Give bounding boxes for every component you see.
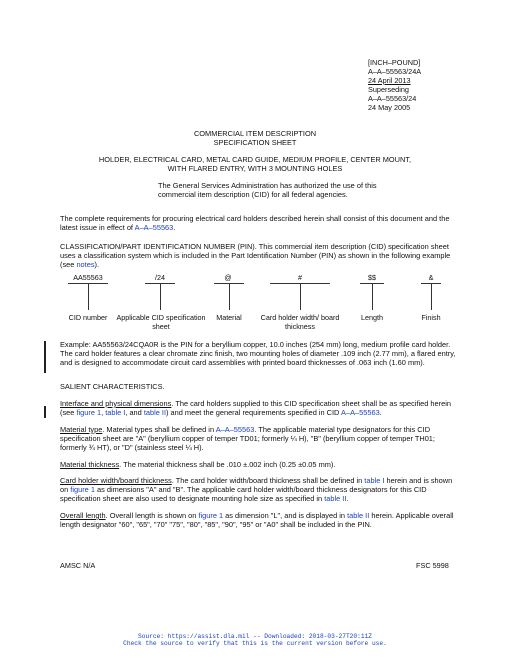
source-footer — [0, 633, 510, 648]
overall-length-paragraph — [60, 511, 458, 529]
card-holder-heading: Card holder width/board thickness — [60, 476, 172, 485]
source-download-line: Source: https://assist.dla.mil -- Downloaded: 2018-03-27T20:11Z — [138, 633, 372, 640]
authorization-line-2: commercial item description (CID) for all federal agencies. — [158, 190, 348, 200]
pin-connector-line — [160, 284, 161, 310]
overall-length-text: as dimension "L", and is displayed in — [223, 511, 348, 520]
authorization-line-1: The General Services Administration has authorized the use of this — [158, 181, 377, 190]
subject-line-1: HOLDER, ELECTRICAL CARD, METAL CARD GUIDE, MEDIUM PROFILE, CENTER MOUNT, — [98, 155, 412, 164]
source-verify-line: Check the source to verify that this is the current version before use. — [123, 640, 387, 648]
pin-label-length: Length — [361, 313, 383, 322]
inch-pound-label: [INCH–POUND] — [368, 58, 421, 67]
card-holder-text: . The card holder width/board thickness shall be defined in — [171, 476, 365, 485]
pin-diagram — [0, 270, 510, 336]
card-holder-paragraph — [60, 476, 458, 504]
table-i-link[interactable]: table I — [105, 408, 126, 418]
pin-code-cid-number: AA55563 — [73, 273, 103, 282]
title-line-1: COMMERCIAL ITEM DESCRIPTION — [193, 129, 317, 138]
a-a-55563-link[interactable]: A–A–55563 — [341, 408, 380, 418]
a-a-55563-link[interactable]: A–A–55563 — [215, 425, 255, 434]
pin-connector-line — [229, 284, 230, 310]
document-identifier-block — [368, 59, 421, 112]
interface-text: , — [101, 408, 106, 418]
pin-connector-line — [372, 284, 373, 310]
pin-label-spec-sheet: Applicable CID specification sheet — [116, 313, 206, 331]
intro-text: The complete requirements for procuring electrical card holders described herein shall consist of this document and the latest issue in effect of — [60, 214, 450, 233]
interface-heading: Interface and physical dimensions — [60, 399, 172, 408]
card-holder-text: herein and is shown on — [60, 476, 453, 495]
figure-1-link[interactable]: figure 1 — [70, 485, 95, 495]
intro-end: . — [173, 223, 176, 233]
table-i-link[interactable]: table I — [364, 476, 385, 485]
figure-1-link[interactable]: figure 1 — [198, 511, 224, 520]
subject-line-2: WITH FLARED ENTRY, WITH 3 MOUNTING HOLES — [167, 164, 343, 173]
overall-length-heading: Overall length — [60, 511, 106, 520]
interface-text: ) and meet the general requirements specified in CID — [166, 408, 342, 418]
pin-code-length: $$ — [368, 273, 376, 282]
superseding-label: Superseding — [368, 84, 409, 94]
document-subject — [0, 155, 510, 173]
pin-label-cid-number: CID number — [68, 313, 108, 322]
pin-label-material: Material — [216, 313, 242, 322]
superseded-date: 24 May 2005 — [368, 102, 411, 112]
pin-code-material: @ — [224, 273, 232, 282]
pin-code-finish: & — [428, 273, 434, 282]
table-ii-link[interactable]: table II — [347, 511, 370, 520]
document-title — [0, 129, 510, 147]
figure-1-link[interactable]: figure 1 — [76, 408, 102, 418]
pin-code-spec-sheet: /24 — [155, 273, 165, 282]
material-thickness-paragraph — [60, 460, 458, 469]
material-type-paragraph — [60, 425, 458, 453]
revision-change-bar — [44, 406, 46, 418]
classification-paragraph — [60, 242, 458, 270]
pin-label-finish: Finish — [421, 313, 441, 322]
material-thickness-text: . The material thickness shall be .010 ±.002 inch (0.25 ±0.05 mm). — [119, 460, 336, 469]
material-type-text: . Material types shall be defined in — [102, 425, 216, 434]
fsc-label: FSC 5998 — [416, 561, 449, 570]
interface-text: , and — [125, 408, 144, 418]
table-ii-link[interactable]: table II — [324, 494, 347, 504]
intro-paragraph — [60, 214, 458, 232]
pin-connector-line — [431, 284, 432, 310]
interface-text: . The card holders supplied to this CID specification sheet shall be as specified herein (see — [60, 399, 451, 418]
document-number: A–A–55563/24A — [368, 66, 422, 76]
notes-link[interactable]: notes — [76, 260, 95, 270]
superseded-document-number: A–A–55563/24 — [368, 93, 417, 103]
pin-connector-line — [88, 284, 89, 310]
document-date: 24 April 2013 — [368, 75, 411, 85]
revision-change-bar — [44, 341, 46, 373]
pin-connector-line — [300, 284, 301, 310]
authorization-statement — [158, 181, 418, 199]
material-thickness-heading: Material thickness — [60, 460, 120, 469]
overall-length-text: herein. Applicable overall length designator "60", "65", "70" "75", "80", "85", "90", "95" or "A0" shall be included in the PIN. — [60, 511, 454, 530]
salient-characteristics-heading: SALIENT CHARACTERISTICS. — [60, 382, 165, 391]
material-type-text: . The applicable material type designators for this CID specification sheet are "A" (beryllium copper of temper TD01; formerly ¼ H), "B" (beryllium copper of temper TH01; formerly ¾ HT), or "D" (stainless steel ¼ H). — [60, 425, 435, 453]
table-ii-link[interactable]: table II — [143, 408, 167, 418]
material-type-heading: Material type — [60, 425, 103, 434]
pin-code-width-thickness: # — [298, 273, 302, 282]
card-holder-text: as dimensions "A" and "B". The applicable card holder width/board thickness designators for this CID specification sheet are also used to designate mounting hole size as specified in — [60, 485, 427, 504]
card-holder-text: . — [346, 494, 349, 504]
intro-link-a-a-55563[interactable]: A–A–55563 — [134, 223, 174, 233]
title-line-2: SPECIFICATION SHEET — [213, 138, 297, 147]
overall-length-text: . Overall length is shown on — [105, 511, 199, 520]
amsc-label: AMSC N/A — [60, 561, 96, 570]
classification-text: CLASSIFICATION/PART IDENTIFICATION NUMBER (PIN). This commercial item description (CID) specification sheet uses a classification system which is included in the Part Identification Number (PIN) as shown in the following example (see — [60, 242, 451, 270]
interface-paragraph — [60, 399, 458, 417]
interface-text: . — [379, 408, 382, 418]
pin-label-width-thickness: Card holder width/ board thickness — [260, 313, 340, 331]
classification-end: ). — [94, 260, 100, 270]
example-paragraph: Example: AA55563/24CQA0R is the PIN for a beryllium copper, 10.0 inches (254 mm) long, medium profile card holder. The card holder features a clear chromate zinc finish, two mounting holes of diameter .109 inch (2.77 mm), a flared entry, and is designed to accommodate circuit card assemblies with printed board thicknesses of .063 inch (1.60 mm). — [60, 340, 456, 368]
